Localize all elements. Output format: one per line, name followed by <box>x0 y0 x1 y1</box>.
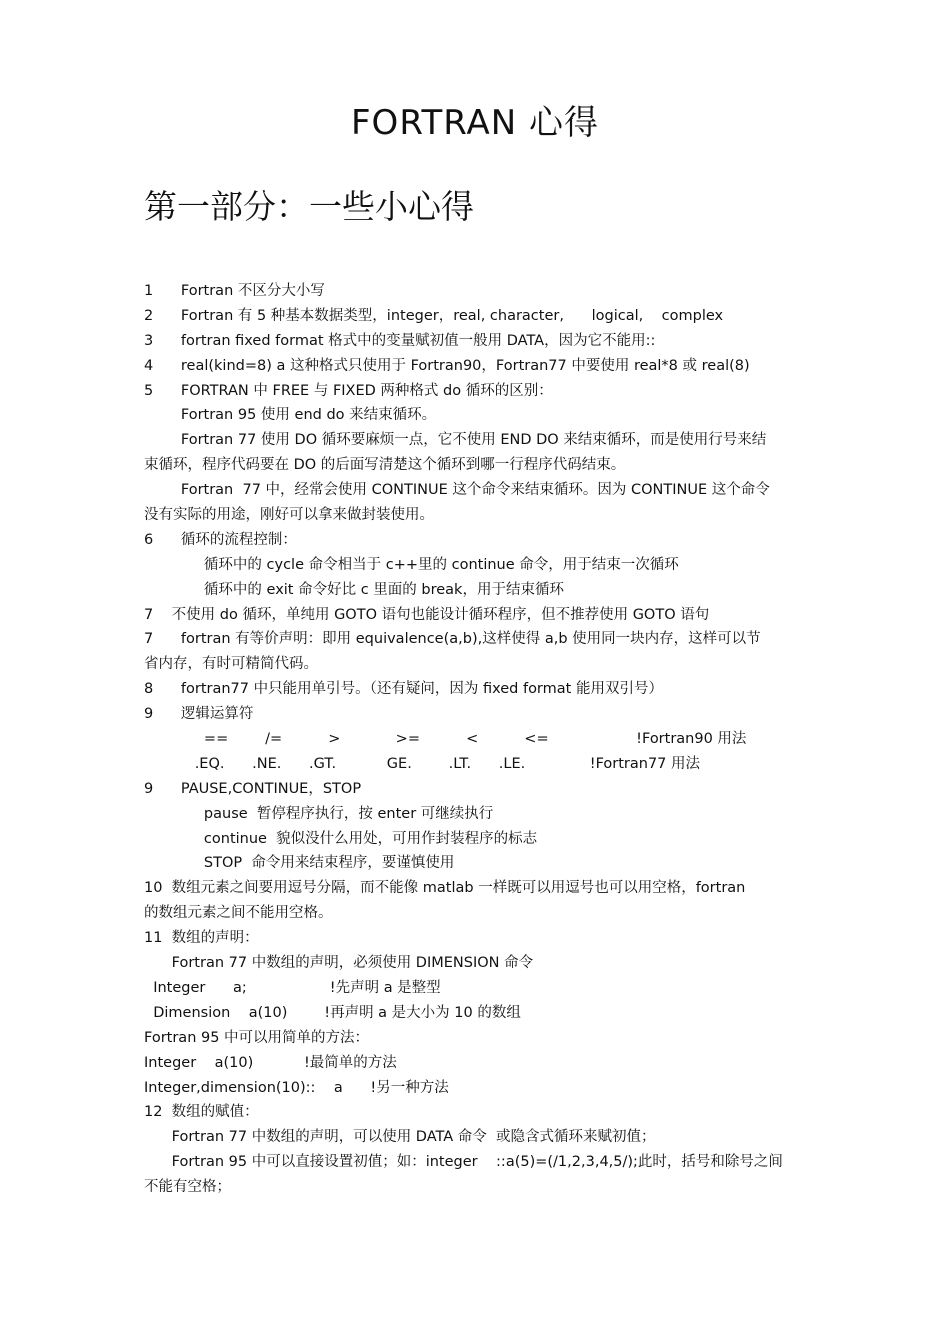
text-line: STOP 命令用来结束程序，要谨慎使用 <box>144 855 455 872</box>
text-line: Integer a; !先声明 a 是整型 <box>144 979 441 996</box>
text-line: 11 数组的声明： <box>144 930 259 947</box>
text-line: pause 暂停程序执行，按 enter 可继续执行 <box>144 805 494 822</box>
text-line: 8 fortran77 中只能用单引号。（还有疑问，因为 fixed format 能用双引号） <box>144 681 663 698</box>
text-line: Fortran 95 中可以用简单的方法： <box>144 1029 370 1046</box>
text-line: Fortran 95 使用 end do 来结束循环。 <box>144 407 437 424</box>
text-line: 不能有空格； <box>144 1179 231 1196</box>
text-line: Fortran 77 中数组的声明，可以使用 DATA 命令 或隐含式循环来赋初值； <box>144 1129 656 1146</box>
text-line: 3 fortran fixed format 格式中的变量赋初值一般用 DATA，因为它不能用:: <box>144 332 656 349</box>
text-line: 6 循环的流程控制： <box>144 531 297 548</box>
text-line: 9 逻辑运算符 <box>144 706 254 723</box>
text-line: Fortran 95 中可以直接设置初值；如：integer ::a(5)=(/1,2,3,4,5/);此时，括号和除号之间 <box>144 1154 783 1171</box>
text-line: Dimension a(10) !再声明 a 是大小为 10 的数组 <box>144 1004 521 1021</box>
text-line: 12 数组的赋值： <box>144 1104 259 1121</box>
text-line: 2 Fortran 有 5 种基本数据类型，integer，real, character, logical, complex <box>144 307 724 324</box>
text-line: 的数组元素之间不能用空格。 <box>144 905 333 922</box>
section-heading: 第一部分：一些小心得 <box>144 187 474 226</box>
text-line: 1 Fortran 不区分大小写 <box>144 283 325 299</box>
text-line: 省内存，有时可精简代码。 <box>144 656 318 673</box>
text-line: 10 数组元素之间要用逗号分隔，而不能像 matlab 一样既可以用逗号也可以用空格，fortran <box>144 880 746 897</box>
text-line: continue 貌似没什么用处，可用作封装程序的标志 <box>144 830 538 847</box>
text-line: Integer a(10) !最简单的方法 <box>144 1054 397 1071</box>
text-line: 5 FORTRAN 中 FREE 与 FIXED 两种格式 do 循环的区别： <box>144 382 553 399</box>
text-line: 7 fortran 有等价声明：即用 equivalence(a,b),这样使得 a,b 使用同一块内存，这样可以节 <box>144 631 761 648</box>
document-body <box>144 279 812 1200</box>
text-line: .EQ. .NE. .GT. GE. .LT. .LE. !Fortran77 用法 <box>144 755 701 772</box>
text-line: Integer,dimension(10):: a !另一种方法 <box>144 1079 449 1096</box>
text-line: 7 不使用 do 循环，单纯用 GOTO 语句也能设计循环程序，但不推荐使用 GOTO 语句 <box>144 606 710 623</box>
text-line: 9 PAUSE,CONTINUE，STOP <box>144 780 362 797</box>
text-line: 束循环，程序代码要在 DO 的后面写清楚这个循环到哪一行程序代码结束。 <box>144 457 626 474</box>
text-line: Fortran 77 中，经常会使用 CONTINUE 这个命令来结束循环。因为 CONTINUE 这个命令 <box>144 482 770 499</box>
text-line: Fortran 77 使用 DO 循环要麻烦一点，它不使用 END DO 来结束循环，而是使用行号来结 <box>144 432 767 449</box>
text-line: 4 real(kind=8) a 这种格式只使用于 Fortran90，Fortran77 中要使用 real*8 或 real(8) <box>144 357 750 374</box>
text-line: 没有实际的用途，刚好可以拿来做封装使用。 <box>144 507 434 524</box>
text-line: 循环中的 exit 命令好比 c 里面的 break，用于结束循环 <box>144 581 564 598</box>
document-title: FORTRAN 心得 <box>351 103 599 143</box>
text-line: 循环中的 cycle 命令相当于 c++里的 continue 命令，用于结束一次循环 <box>144 556 679 573</box>
text-line: Fortran 77 中数组的声明，必须使用 DIMENSION 命令 <box>144 955 534 972</box>
text-line: == /= > >= < <= !Fortran90 用法 <box>144 731 747 748</box>
